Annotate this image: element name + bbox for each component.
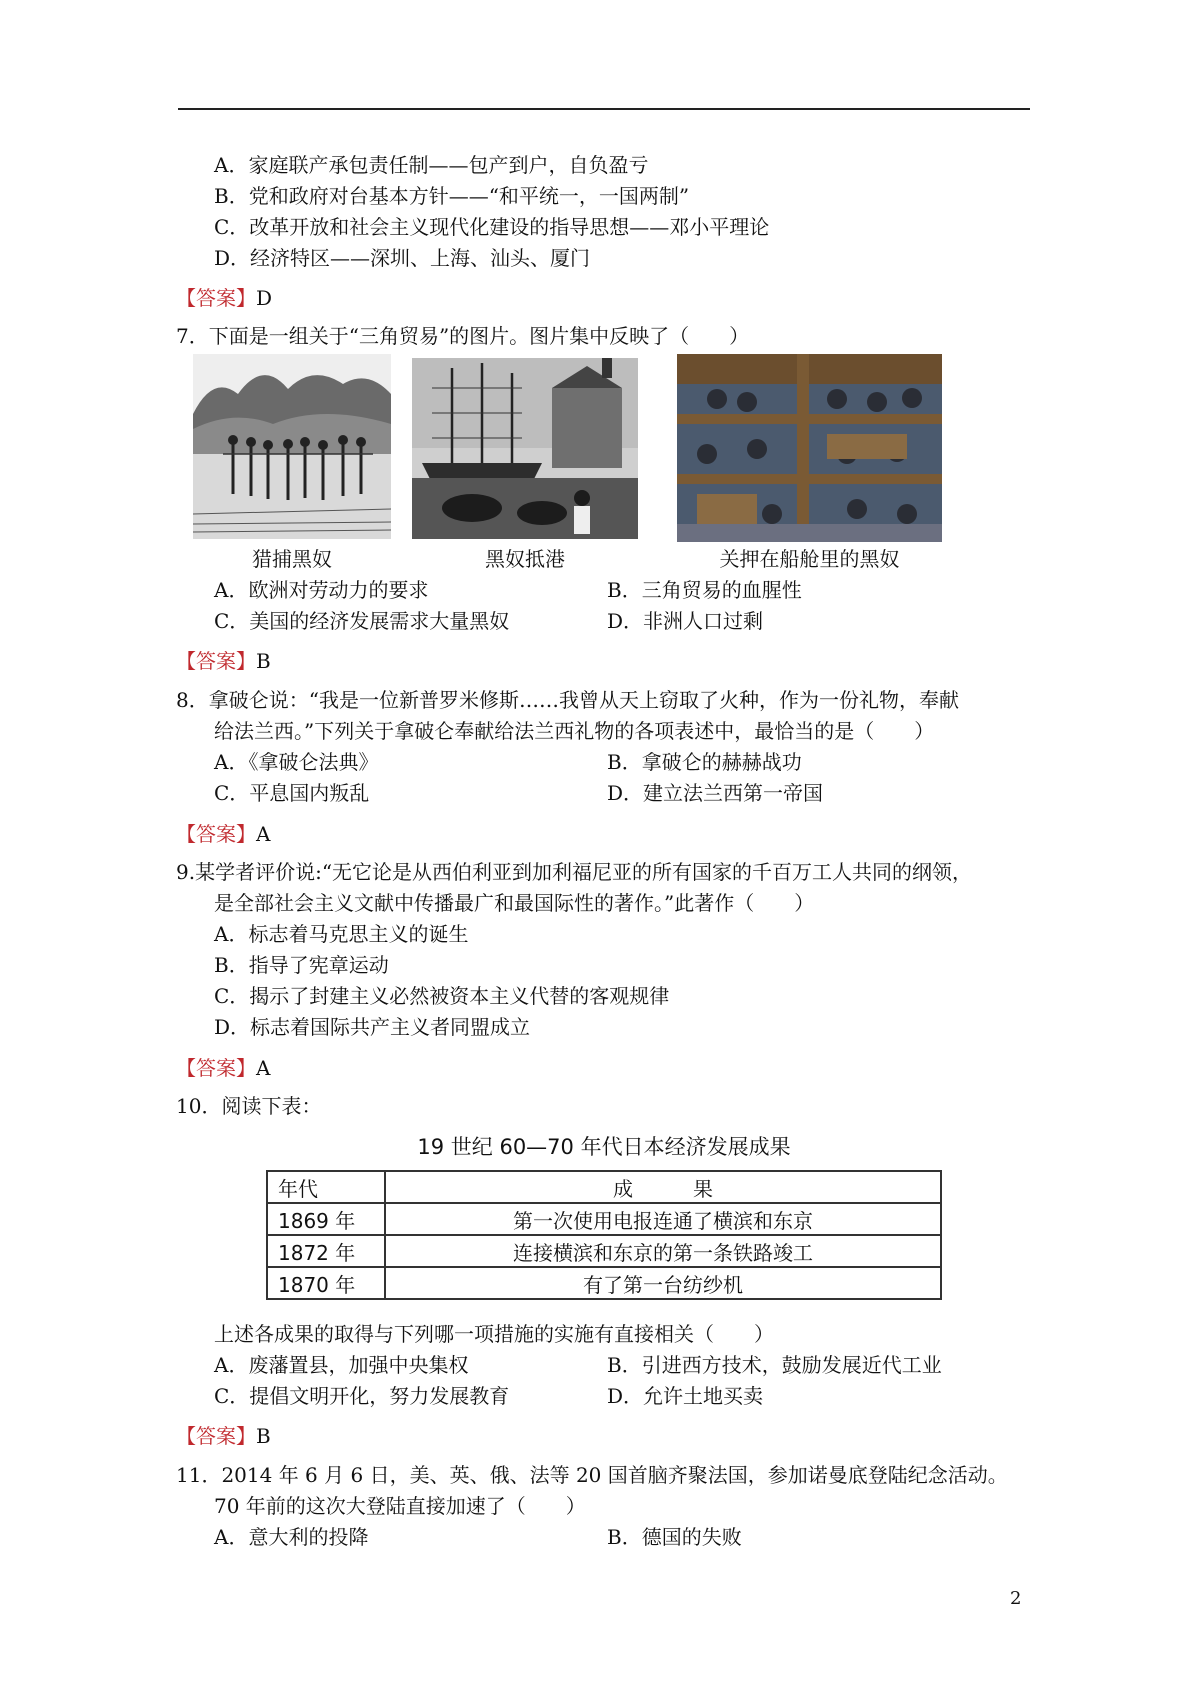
answer-label: 【答案】 [176, 649, 256, 673]
q10-question: 上述各成果的取得与下列哪一项措施的实施有直接相关（ ） [214, 1322, 774, 1346]
q9-stem-line2: 是全部社会主义文献中传播最广和最国际性的著作。”此著作（ ） [214, 891, 815, 915]
cell-year: 1872 年 [267, 1235, 385, 1267]
q6-option-a: A．家庭联产承包责任制——包产到户，自负盈亏 [214, 153, 649, 177]
table-header-row [267, 1171, 941, 1203]
answer-label: 【答案】 [176, 286, 256, 310]
q6-option-c: C．改革开放和社会主义现代化建设的指导思想——邓小平理论 [214, 215, 770, 239]
q10-option-a: A．废藩置县，加强中央集权 [214, 1353, 469, 1377]
answer-label: 【答案】 [176, 1424, 256, 1448]
q8-option-b: B．拿破仑的赫赫战功 [607, 750, 802, 774]
q6-option-d: D．经济特区——深圳、上海、汕头、厦门 [214, 246, 591, 270]
header-year: 年代 [267, 1171, 385, 1203]
cell-result: 连接横滨和东京的第一条铁路竣工 [385, 1235, 941, 1267]
q7-option-d: D．非洲人口过剩 [607, 609, 764, 633]
q11-stem-line2: 70 年前的这次大登陆直接加速了（ ） [214, 1494, 586, 1518]
caption-slaves-arriving: 黑奴抵港 [485, 547, 565, 571]
q6-answer [176, 284, 272, 312]
q11-option-b: B．德国的失败 [607, 1525, 742, 1549]
cell-result: 有了第一台纺纱机 [385, 1267, 941, 1299]
table-row [267, 1203, 941, 1235]
cell-result: 第一次使用电报连通了横滨和东京 [385, 1203, 941, 1235]
answer-value: A [256, 1056, 271, 1080]
q9-option-b: B．指导了宪章运动 [214, 953, 389, 977]
caption-ship-hold: 关押在船舱里的黑奴 [719, 547, 900, 571]
q8-stem-line2: 给法兰西。”下列关于拿破仑奉献给法兰西礼物的各项表述中，最恰当的是（ ） [214, 719, 935, 743]
q10-option-b: B．引进西方技术，鼓励发展近代工业 [607, 1353, 942, 1377]
figure-slaves-arriving [412, 358, 638, 539]
answer-value: B [256, 649, 271, 673]
q11-stem-line1: 11．2014 年 6 月 6 日，美、英、俄、法等 20 国首脑齐聚法国，参加诺曼底登陆纪念活动。 [176, 1463, 1008, 1487]
results-table [266, 1170, 942, 1300]
answer-label: 【答案】 [176, 822, 256, 846]
table-row [267, 1267, 941, 1299]
q10-stem: 10．阅读下表： [176, 1094, 322, 1118]
q7-option-b: B．三角贸易的血腥性 [607, 578, 802, 602]
q9-option-d: D．标志着国际共产主义者同盟成立 [214, 1015, 531, 1039]
page-number: 2 [1010, 1588, 1022, 1609]
q9-option-a: A．标志着马克思主义的诞生 [214, 922, 469, 946]
q9-option-c: C．揭示了封建主义必然被资本主义代替的客观规律 [214, 984, 670, 1008]
cell-year: 1869 年 [267, 1203, 385, 1235]
q8-option-d: D．建立法兰西第一帝国 [607, 781, 824, 805]
answer-value: A [256, 822, 271, 846]
q10-option-c: C．提倡文明开化，努力发展教育 [214, 1384, 510, 1408]
q7-answer [176, 647, 271, 675]
q10-answer [176, 1422, 271, 1450]
figure-hunting-slaves [193, 354, 391, 539]
q11-option-a: A．意大利的投降 [214, 1525, 369, 1549]
q7-option-c: C．美国的经济发展需求大量黑奴 [214, 609, 510, 633]
header-rule [178, 108, 1030, 110]
q7-option-a: A．欧洲对劳动力的要求 [214, 578, 429, 602]
q8-option-c: C．平息国内叛乱 [214, 781, 370, 805]
answer-value: D [256, 286, 273, 310]
q8-option-a: A．《拿破仑法典》 [214, 750, 379, 774]
cell-year: 1870 年 [267, 1267, 385, 1299]
q9-answer [176, 1054, 270, 1082]
table-row [267, 1235, 941, 1267]
q6-option-b: B．党和政府对台基本方针——“和平统一，一国两制” [214, 184, 690, 208]
answer-value: B [256, 1424, 271, 1448]
answer-label: 【答案】 [176, 1056, 256, 1080]
q8-stem-line1: 8．拿破仑说：“我是一位新普罗米修斯……我曾从天上窃取了火种，作为一份礼物，奉献 [176, 688, 959, 712]
q8-answer [176, 820, 270, 848]
q7-stem: 7．下面是一组关于“三角贸易”的图片。图片集中反映了（ ） [176, 324, 750, 348]
table-title: 19 世纪 60—70 年代日本经济发展成果 [417, 1135, 791, 1159]
figure-ship-hold [677, 354, 942, 542]
q10-option-d: D．允许土地买卖 [607, 1384, 764, 1408]
caption-hunting-slaves: 猎捕黑奴 [252, 547, 332, 571]
header-result: 成 果 [385, 1171, 941, 1203]
q9-stem-line1: 9.某学者评价说:“无它论是从西伯利亚到加利福尼亚的所有国家的千百万工人共同的纲领， [176, 860, 973, 884]
